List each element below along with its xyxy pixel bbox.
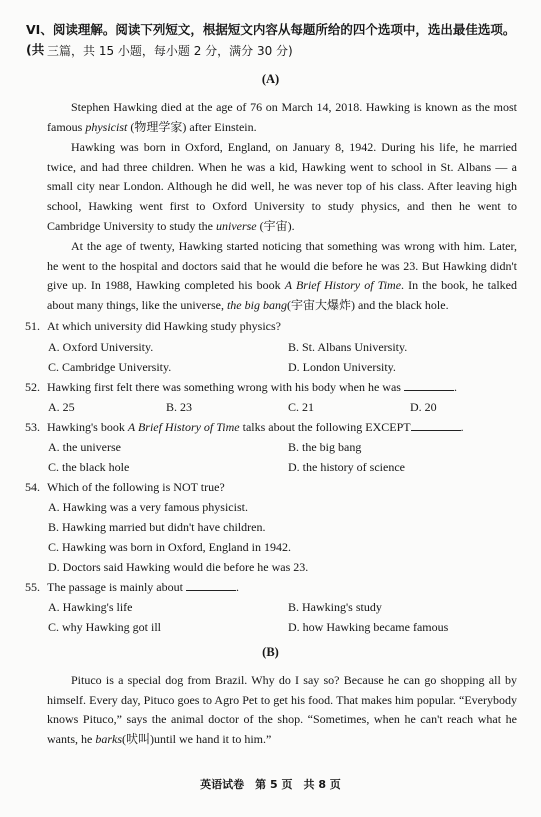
passage-b-paragraph-1: Pituco is a special dog from Brazil. Why do I say so? Because he can go shopping all by himself. Every day, Pituco goes to Agro Pet to get his food. That makes him popular. “Everybody knows Pituco,” says the animal doctor of the shop. “Sometimes, when he can't reach what he wants, he barks(吠叫)until we hand it to him.” — [47, 673, 517, 747]
answer-blank — [411, 419, 461, 431]
q52-option-b: B. 23 — [166, 400, 193, 414]
q52-option-c: C. 21 — [288, 400, 315, 414]
page-footer: 英语试卷 第 5 页 共 8 页 — [200, 778, 341, 791]
passage-a-paragraph-2: Hawking was born in Oxford, England, on January 8, 1942. During his life, he married twice, and had three children. When he was a kid, Hawking went to school in St. Albans — a small city near London. Although he did well, he was never top of his class. After leaving high school, Hawking went first to Oxford University to study physics, and then he went to Cambridge University to study the universe (宇宙). — [47, 140, 517, 233]
question-51: 51. At which university did Hawking study physics? — [25, 319, 281, 333]
passage-a-title: (A) — [261, 72, 280, 86]
q53-option-a: A. the universe — [48, 440, 121, 454]
passage-b-title: (B) — [262, 645, 279, 659]
question-53: 53. Hawking's book A Brief History of Time talks about the following EXCEPT . — [25, 420, 464, 434]
q51-option-a: A. Oxford University. — [48, 340, 154, 354]
answer-blank — [404, 379, 454, 391]
answer-blank — [186, 579, 236, 591]
q54-option-a: A. Hawking was a very famous physicist. — [48, 500, 248, 514]
q53-option-c: C. the black hole — [48, 460, 130, 474]
q54-option-d: D. Doctors said Hawking would die before he was 23. — [48, 560, 309, 574]
q51-option-b: B. St. Albans University. — [288, 340, 408, 354]
q54-option-b: B. Hawking married but didn't have children. — [48, 520, 266, 534]
section-heading: VI、阅读理解。阅读下列短文，根据短文内容从每题所给的四个选项中，选出最佳选项。(共 — [26, 22, 516, 57]
q51-option-c: C. Cambridge University. — [48, 360, 172, 374]
question-52: 52. Hawking first felt there was something wrong with his body when he was . — [25, 380, 457, 394]
q52-option-a: A. 25 — [48, 400, 75, 414]
q55-option-b: B. Hawking's study — [288, 600, 382, 614]
q55-option-c: C. why Hawking got ill — [48, 620, 161, 634]
q55-option-a: A. Hawking's life — [48, 600, 133, 614]
question-54: 54. Which of the following is NOT true? — [25, 480, 225, 494]
q51-option-d: D. London University. — [288, 360, 396, 374]
q53-option-b: B. the big bang — [288, 440, 362, 454]
passage-a-paragraph-1: Stephen Hawking died at the age of 76 on March 14, 2018. Hawking is known as the most famous physicist (物理学家) after Einstein. — [47, 100, 517, 134]
question-55: 55. The passage is mainly about . — [25, 580, 239, 594]
q54-option-c: C. Hawking was born in Oxford, England in 1942. — [48, 540, 291, 554]
passage-a-paragraph-3: At the age of twenty, Hawking started noticing that something was wrong with him. Later, he went to the hospital and doctors said that he would die before he was 23. But Hawking didn't give up. In 1988, Hawking completed his book A Brief History of Time. In the book, he talked about many things, like the universe, the big bang(宇宙大爆炸) and the black hole. — [47, 239, 517, 313]
q53-option-d: D. the history of science — [288, 460, 405, 474]
q55-option-d: D. how Hawking became famous — [288, 620, 449, 634]
section-subheading: 三篇，共 15 小题，每小题 2 分，满分 30 分) — [47, 44, 293, 58]
q52-option-d: D. 20 — [410, 400, 437, 414]
